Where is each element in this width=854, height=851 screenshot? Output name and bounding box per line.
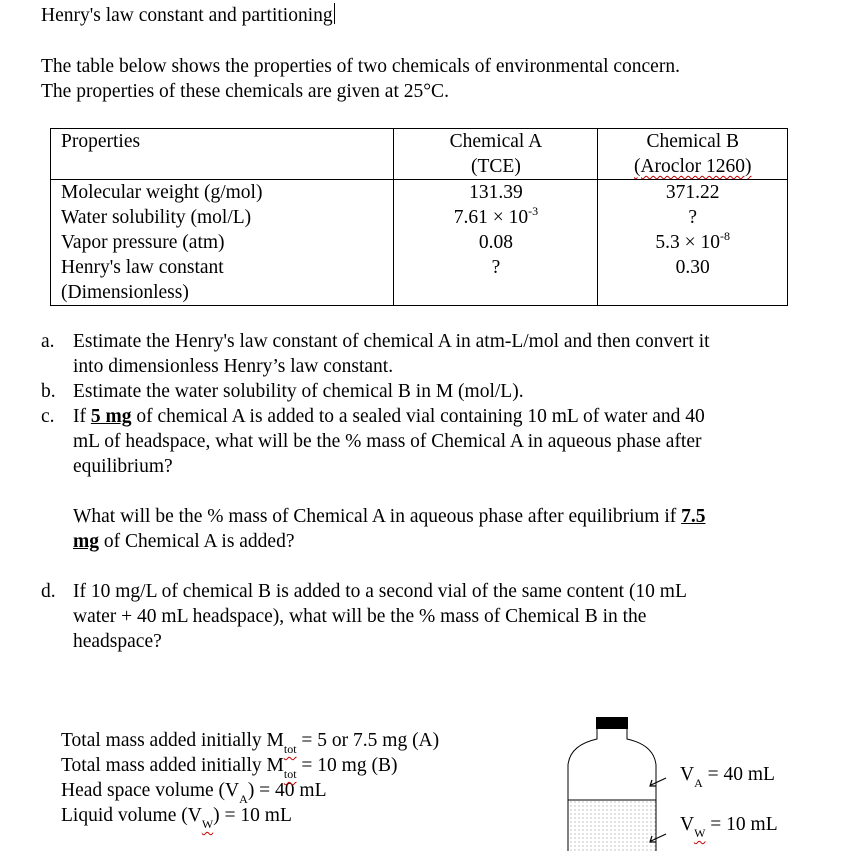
intro-line-1: The table below shows the properties of two chemicals of environmental concern. [41, 56, 680, 77]
vial-cap [596, 717, 628, 729]
intro-paragraph [41, 54, 680, 104]
liquid-volume-label: $V_W = 10$ mL [680, 814, 778, 840]
properties-table [50, 128, 788, 306]
question-b: b. Estimate the water solubility of chemical B in M (mol/L). [41, 381, 524, 402]
header-chemical-a: Chemical A (TCE) [394, 129, 598, 180]
intro-line-2: The properties of these chemicals are given at 25°C. [41, 81, 449, 102]
liquid-phase [569, 800, 656, 851]
chemical-b-values: 371.22 ? $5.3 \times 10^{-8}$ 0.30 [598, 180, 788, 306]
question-d: d. If 10 mg/L of chemical B is added to a second vial of the same content (10 mL water + 40 mL headspace), what will be the % mass of Chemical B in the headspace? [41, 581, 687, 652]
header-chemical-b: Chemical B (Aroclor 1260) [598, 129, 788, 180]
given-values: Total mass added initially $M_{tot} = 5$ or 7.5 mg (A) Total mass added initially $M_{tot} = 10$ mg (B) Head space volume $(V_A) = 40$ mL Liquid volume $(V_W) = 10$ mL [61, 730, 440, 831]
headspace-arrow [650, 778, 666, 786]
header-properties: Properties [51, 129, 394, 180]
property-labels: Molecular weight (g/mol) Water solubility (mol/L) Vapor pressure (atm) Henry's law constant (Dimensionless) [51, 180, 394, 306]
question-c: c. If 5 mg of chemical A is added to a sealed vial containing 10 mL of water and 40 mL of headspace, what will be the % mass of Chemical A in aqueous phase after equilibrium? What will be the % mass of Chemical A in aqueous phase after equilibrium if 7.5 mg of Chemical A is added? [41, 406, 706, 552]
vial-diagram [566, 713, 676, 851]
chemical-a-values: 131.39 $7.61 \times 10^{-3}$ 0.08 ? [394, 180, 598, 306]
table-body-row [51, 180, 788, 306]
text-cursor [334, 3, 335, 24]
question-a: a. Estimate the Henry's law constant of chemical A in atm-L/mol and then convert it into dimensionless Henry’s law constant. [41, 331, 710, 377]
page-title: Henry's law constant and partitioning [41, 5, 333, 26]
headspace-volume-label: $V_A = 40$ mL [680, 764, 775, 790]
spellcheck-underlined-text: (Aroclor 1260) [633, 156, 752, 177]
questions-list [41, 329, 801, 654]
table-header-row [51, 129, 788, 180]
